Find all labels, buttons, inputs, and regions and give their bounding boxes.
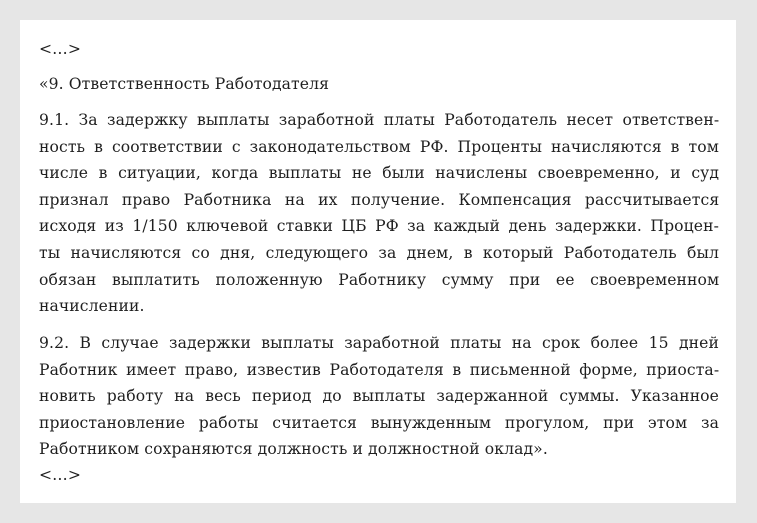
paragraph-line: ность в соответствии с законодательством РФ. Проценты начисляются в том [39,137,719,156]
paragraph-line: Работником сохраняются должность и должностной оклад». [39,440,548,459]
document-excerpt-frame [20,20,736,503]
paragraph-line: новить работу на весь период до выплаты задержанной суммы. Указанное [39,387,719,406]
paragraph-line: приостановление работы считается вынужденным прогулом, при этом за [39,413,719,432]
paragraph-9-2 [39,330,719,463]
paragraph-line: 9.2. В случае задержки выплаты заработной платы на срок более 15 дней [39,334,719,352]
ellipsis-bottom: <…> [39,466,82,484]
paragraph-line: признал право Работника на их получение. Компенсация рассчитывается [39,190,720,209]
paragraph-line: начислении. [39,297,145,316]
section-title: «9. Ответственность Работодателя [39,75,330,93]
paragraph-line: Работник имеет право, известив Работодателя в письменной форме, приоста- [39,360,720,379]
ellipsis-top: <…> [39,40,82,58]
paragraph-line: обязан выплатить положенную Работнику сумму при ее своевременном [39,270,720,289]
paragraph-line: ты начисляются со дня, следующего за днем, в который Работодатель был [39,243,719,262]
paragraph-line: исходя из 1/150 ключевой ставки ЦБ РФ за каждый день задержки. Процен- [39,217,719,236]
paragraph-9-1 [39,107,719,320]
paragraph-line: числе в ситуации, когда выплаты не были начислены своевременно, и суд [39,164,720,183]
paragraph-line: 9.1. За задержку выплаты заработной платы Работодатель несет ответствен- [39,111,720,129]
